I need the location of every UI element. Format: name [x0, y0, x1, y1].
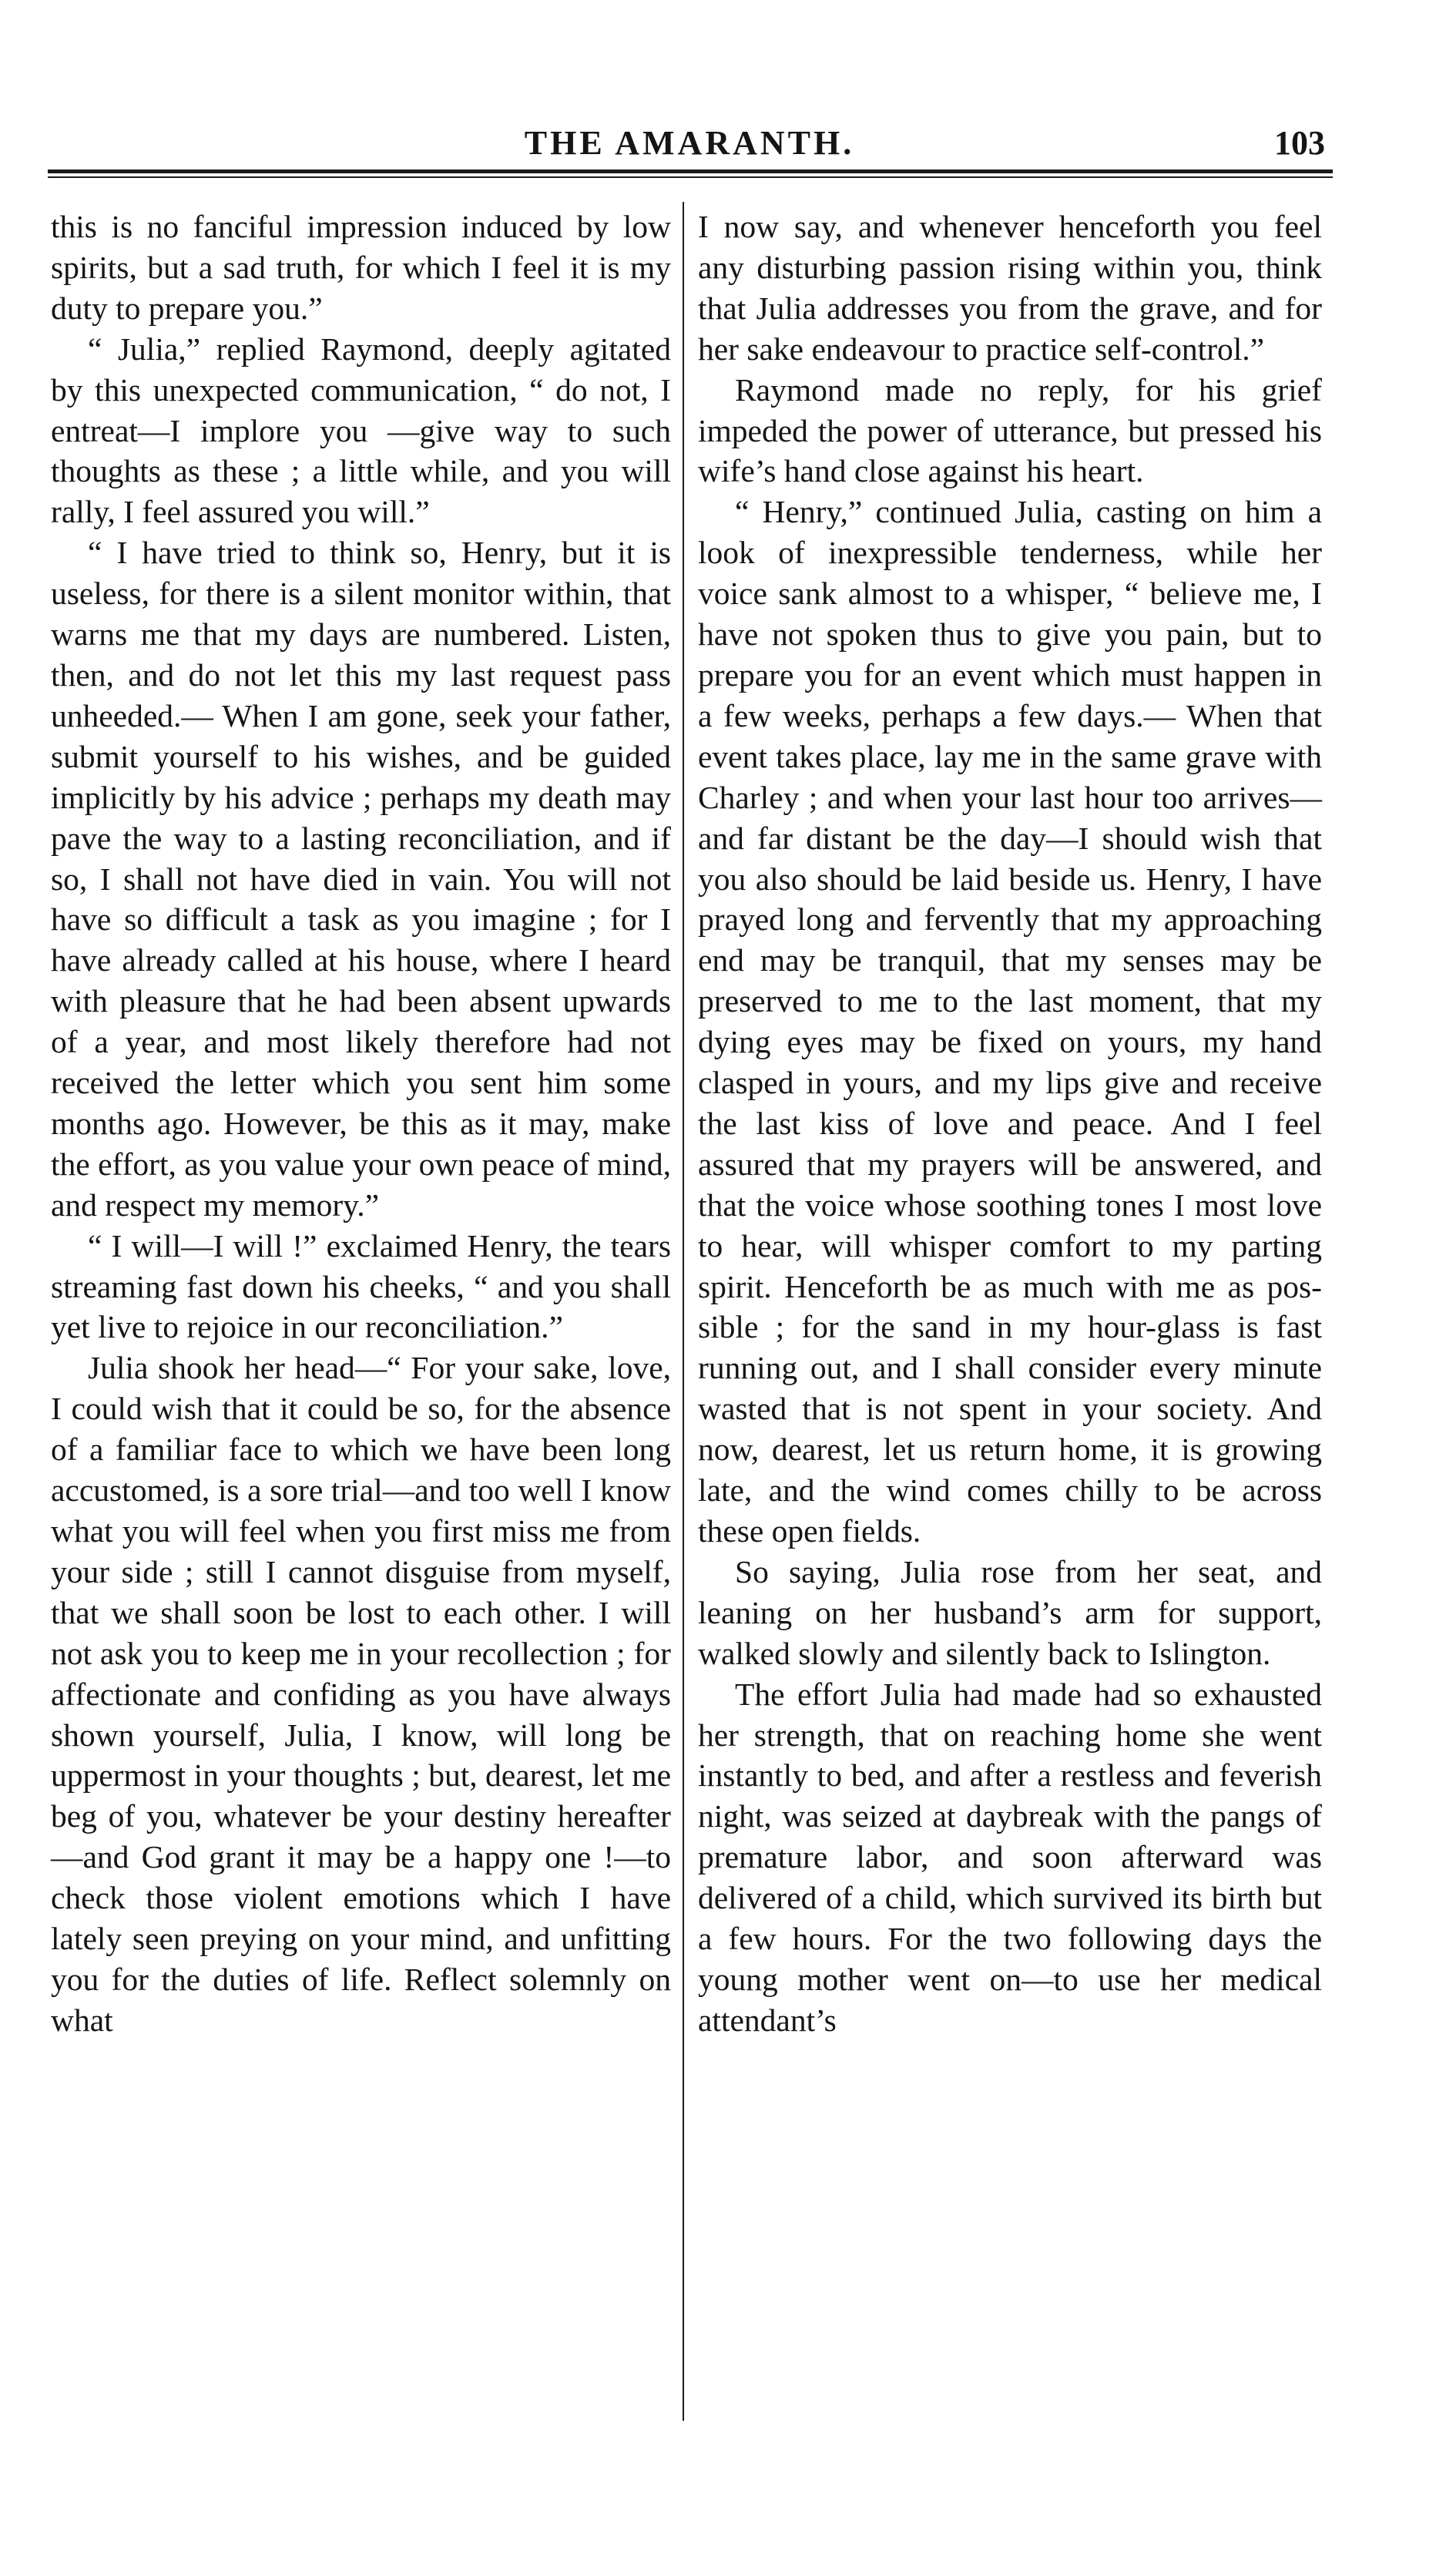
journal-title: THE AMARANTH.	[524, 124, 855, 162]
right-paragraph-5: The effort Julia had made had so exhausted her strength, that on reaching home she went instantly to bed, and after a restless and feverish night, was seized at daybreak with the pangs of premature labor, and soon afterward was delivered of a child, which survived its birth but a few hours. For the two following days the young mother went on—to use her medical attendant’s	[698, 1676, 1322, 2038]
right-paragraph-1: I now say, and whenever henceforth you feel any disturbing passion rising within you, think that Julia addresses you from the grave, and for her sake endeavour to practice self-control.”	[698, 209, 1322, 367]
right-column	[698, 206, 1322, 2410]
left-column	[51, 206, 671, 2410]
right-paragraph-4: So saying, Julia rose from her seat, and leaning on her husband’s arm for support, walked slowly and silently back to Islington.	[698, 1553, 1322, 1671]
left-paragraph-1: this is no fanciful impression induced by low spirits, but a sad truth, for which I feel it is my duty to prepare you.”	[51, 209, 671, 326]
header-rule-thin	[48, 176, 1333, 178]
header-rule-thick	[48, 169, 1333, 173]
left-paragraph-5: Julia shook her head—“ For your sake, love, I could wish that it could be so, for the absence of a familiar face to which we have been long accustomed, is a sore trial—and too well I know what you will feel when you first miss me from your side ; still I cannot disguise from myself, that we shall soon be lost to each other. I will not ask you to keep me in your recollection ; for affectionate and confiding as you have always shown yourself, Julia, I know, will long be uppermost in your thoughts ; but, dearest, let me beg of you, whatever be your destiny hereafter —and God grant it may be a happy one !—to check those violent emotions which I have lately seen preying on your mind, and unfitting you for the duties of life. Reflect solemnly on what	[51, 1350, 671, 2038]
right-paragraph-3: “ Henry,” continued Julia, casting on him a look of inexpressible tenderness, while her voice sank almost to a whisper, “ believe me, I have not spoken thus to give you pain, but to prepare you for an event which must happen in a few weeks, perhaps a few days.— When that event takes place, lay me in the same grave with Charley ; and when your last hour too arrives—and far distant be the day—I should wish that you also should be laid beside us. Henry, I have prayed long and fervently that my approaching end may be tranquil, that my senses may be preserved to me to the last moment, that my dying eyes may be fixed on yours, my hand clasped in yours, and my lips give and receive the last kiss of love and peace. And I feel assured that my prayers will be answered, and that the voice whose soothing tones I most love to hear, will whisper comfort to my parting spirit. Henceforth be as much with me as possible ; for the sand in my hour-glass is fast running out, and I shall consider every minute wasted that is not spent in your society. And now, dearest, let us return home, it is growing late, and the wind comes chilly to be across these open fields.	[698, 494, 1322, 1549]
left-paragraph-4: “ I will—I will !” exclaimed Henry, the tears streaming fast down his cheeks, “ and you shall yet live to rejoice in our reconciliation.”	[51, 1227, 671, 1345]
left-paragraph-3: “ I have tried to think so, Henry, but it is useless, for there is a silent monitor within, that warns me that my days are numbered. Listen, then, and do not let this my last request pass unheeded.— When I am gone, seek your father, submit yourself to his wishes, and be guided implicitly by his advice ; perhaps my death may pave the way to a lasting reconciliation, and if so, I shall not have died in vain. You will not have so difficult a task as you imagine ; for I have already called at his house, where I heard with pleasure that he had been absent upwards of a year, and most likely therefore had not received the letter which you sent him some months ago. However, be this as it may, make the effort, as you value your own peace of mind, and respect my memory.”	[51, 535, 671, 1223]
right-paragraph-2: Raymond made no reply, for his grief impeded the power of utterance, but pressed his wife’s hand close against his heart.	[698, 371, 1322, 489]
running-head	[54, 123, 1325, 169]
left-paragraph-2: “ Julia,” replied Raymond, deeply agitated by this unexpected communication, “ do not, I entreat—I implore you —give way to such thoughts as these ; a little while, and you will rally, I feel assured you will.”	[51, 331, 671, 530]
column-divider	[683, 202, 684, 2421]
page-number: 103	[1274, 124, 1325, 162]
